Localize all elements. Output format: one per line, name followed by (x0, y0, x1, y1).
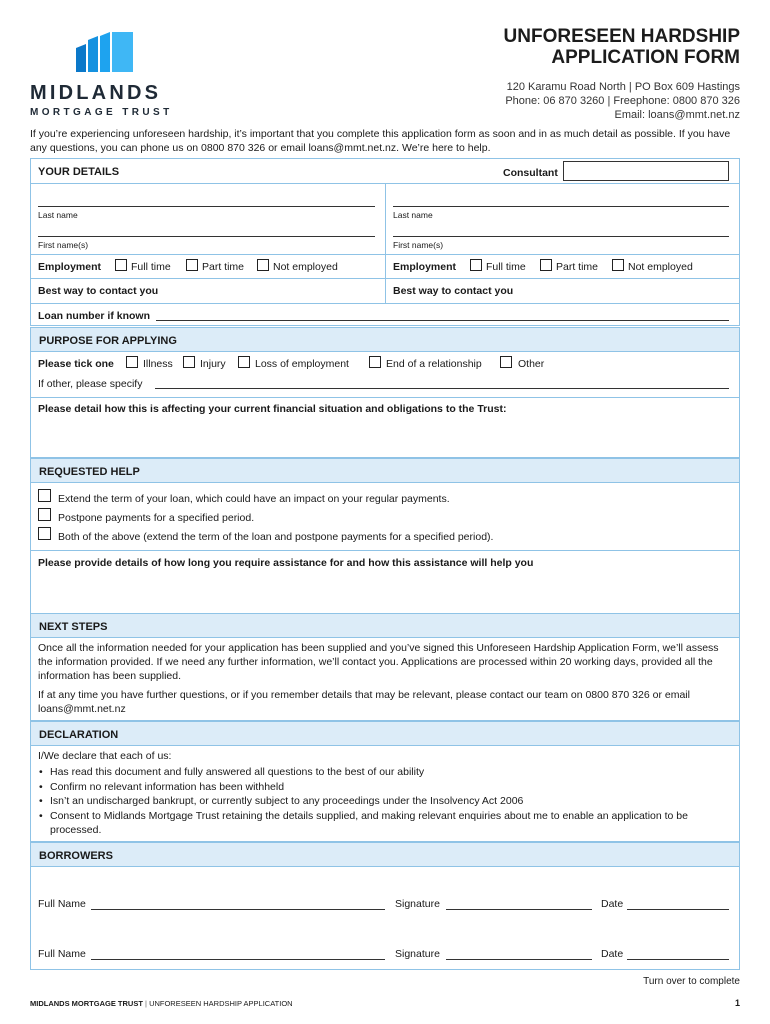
declaration-item: • Isn’t an undischarged bankrupt, or currently subject to any proceedings under the Insolvency Act 2006 (50, 794, 740, 809)
consultant-input[interactable] (563, 161, 729, 181)
extend-term-checkbox[interactable] (38, 489, 51, 502)
loss-employment-checkbox[interactable] (238, 356, 250, 368)
full-time-checkbox-2[interactable] (470, 259, 482, 271)
full-time-checkbox-1[interactable] (115, 259, 127, 271)
signature-label-2: Signature (395, 948, 440, 960)
injury-checkbox[interactable] (183, 356, 195, 368)
part-time-label-1: Part time (202, 261, 245, 273)
other-label: Other (518, 358, 545, 370)
email: Email: loans@mmt.net.nz (614, 109, 740, 121)
not-employed-checkbox-2[interactable] (612, 259, 624, 271)
first-names-field-1[interactable] (38, 236, 375, 237)
not-employed-label-2: Not employed (628, 261, 693, 273)
date-label-1: Date (601, 898, 624, 910)
full-name-label-2: Full Name (38, 948, 86, 960)
logo-bars-icon (76, 30, 134, 72)
illness-label: Illness (143, 358, 173, 370)
full-name-field-2[interactable] (91, 959, 385, 960)
postpone-checkbox[interactable] (38, 508, 51, 521)
declaration-item: • Consent to Midlands Mortgage Trust retaining the details supplied, and making relevant enquiries about me to enable an application to be processed. (50, 809, 740, 838)
full-time-label-2: Full time (486, 261, 526, 273)
if-other-field[interactable] (155, 388, 729, 389)
consultant-label: Consultant (503, 167, 558, 179)
next-steps-para-2: If at any time you have further questions, or if you remember details that may be relevant, please contact our team on 0800 870 326 or email loans@mmt.net.nz (38, 689, 690, 715)
employment-label-2: Employment (393, 261, 457, 273)
footer-doc-title: UNFORESEEN HARDSHIP APPLICATION (149, 999, 293, 1008)
turn-over-note: Turn over to complete (643, 976, 740, 987)
part-time-checkbox-2[interactable] (540, 259, 552, 271)
both-label: Both of the above (extend the term of the loan and postpone payments for a specified period). (58, 531, 494, 543)
tick-one-label: Please tick one (38, 358, 114, 370)
next-steps-heading: NEXT STEPS (30, 613, 740, 638)
date-label-2: Date (601, 948, 624, 960)
declaration-heading: DECLARATION (30, 721, 740, 746)
requested-help-heading: REQUESTED HELP (30, 458, 740, 483)
first-names-label-1: First name(s) (38, 240, 89, 250)
assistance-textarea[interactable] (31, 572, 739, 613)
assistance-prompt: Please provide details of how long you require assistance for and how this assistance will help you (38, 557, 534, 569)
declaration-intro: I/We declare that each of us: (38, 750, 172, 762)
signature-field-2[interactable] (446, 959, 592, 960)
part-time-label-2: Part time (556, 261, 599, 273)
date-field-2[interactable] (627, 959, 729, 960)
loss-employment-label: Loss of employment (255, 358, 349, 370)
last-name-label-1: Last name (38, 210, 78, 220)
last-name-label-2: Last name (393, 210, 433, 220)
page-number: 1 (734, 998, 740, 1008)
logo-subtitle: MORTGAGE TRUST (30, 107, 173, 118)
full-time-label-1: Full time (131, 261, 171, 273)
full-name-field-1[interactable] (91, 909, 385, 910)
borrowers-heading: BORROWERS (30, 842, 740, 867)
intro-text: If you’re experiencing unforeseen hardship, it’s important that you complete this application form as soon and in as much detail as possible. If you have any questions, you can phone us on 0800 870 326 or email loans@mmt.net.nz. We’re here to help. (30, 128, 731, 154)
footer-brand: MIDLANDS MORTGAGE TRUST (30, 999, 143, 1008)
both-checkbox[interactable] (38, 527, 51, 540)
end-relationship-label: End of a relationship (386, 358, 482, 370)
declaration-item: • Confirm no relevant information has been withheld (50, 780, 740, 795)
part-time-checkbox-1[interactable] (186, 259, 198, 271)
signature-label-1: Signature (395, 898, 440, 910)
declaration-list (38, 765, 740, 838)
loan-number-field[interactable] (156, 320, 729, 321)
date-field-1[interactable] (627, 909, 729, 910)
address: 120 Karamu Road North | PO Box 609 Hastings (506, 81, 740, 93)
not-employed-checkbox-1[interactable] (257, 259, 269, 271)
page-title: UNFORESEEN HARDSHIP APPLICATION FORM (503, 26, 740, 68)
borrowers-section (30, 866, 740, 970)
if-other-label: If other, please specify (38, 378, 143, 390)
situation-prompt: Please detail how this is affecting your current financial situation and obligations to the Trust: (38, 403, 507, 415)
loan-number-label: Loan number if known (38, 310, 150, 322)
first-names-label-2: First name(s) (393, 240, 444, 250)
signature-field-1[interactable] (446, 909, 592, 910)
first-names-field-2[interactable] (393, 236, 729, 237)
illness-checkbox[interactable] (126, 356, 138, 368)
not-employed-label-1: Not employed (273, 261, 338, 273)
footer-text: MIDLANDS MORTGAGE TRUST | UNFORESEEN HARDSHIP APPLICATION (30, 999, 293, 1008)
full-name-label-1: Full Name (38, 898, 86, 910)
employment-label-1: Employment (38, 261, 102, 273)
your-details-heading: YOUR DETAILS (38, 166, 120, 178)
logo-name: MIDLANDS (30, 82, 162, 104)
next-steps-para-1: Once all the information needed for your application has been supplied and you’ve signed this Unforeseen Hardship Application Form, we’ll assess the information provided. If we need any further information, we’ll contact you. Applications are processed within 20 working days, provided all the information has been supplied. (38, 642, 719, 682)
contact-label-1: Best way to contact you (38, 285, 159, 297)
extend-term-label: Extend the term of your loan, which could have an impact on your regular payments. (58, 493, 450, 505)
phone: Phone: 06 870 3260 | Freephone: 0800 870 326 (505, 95, 740, 107)
declaration-item: • Has read this document and fully answered all questions to the best of our ability (50, 765, 740, 780)
last-name-field-1[interactable] (38, 206, 375, 207)
postpone-label: Postpone payments for a specified period. (58, 512, 255, 524)
situation-textarea[interactable] (31, 418, 739, 457)
purpose-heading: PURPOSE FOR APPLYING (30, 327, 740, 352)
other-checkbox[interactable] (500, 356, 512, 368)
injury-label: Injury (200, 358, 226, 370)
contact-block (505, 80, 740, 122)
contact-label-2: Best way to contact you (393, 285, 514, 297)
last-name-field-2[interactable] (393, 206, 729, 207)
end-relationship-checkbox[interactable] (369, 356, 381, 368)
